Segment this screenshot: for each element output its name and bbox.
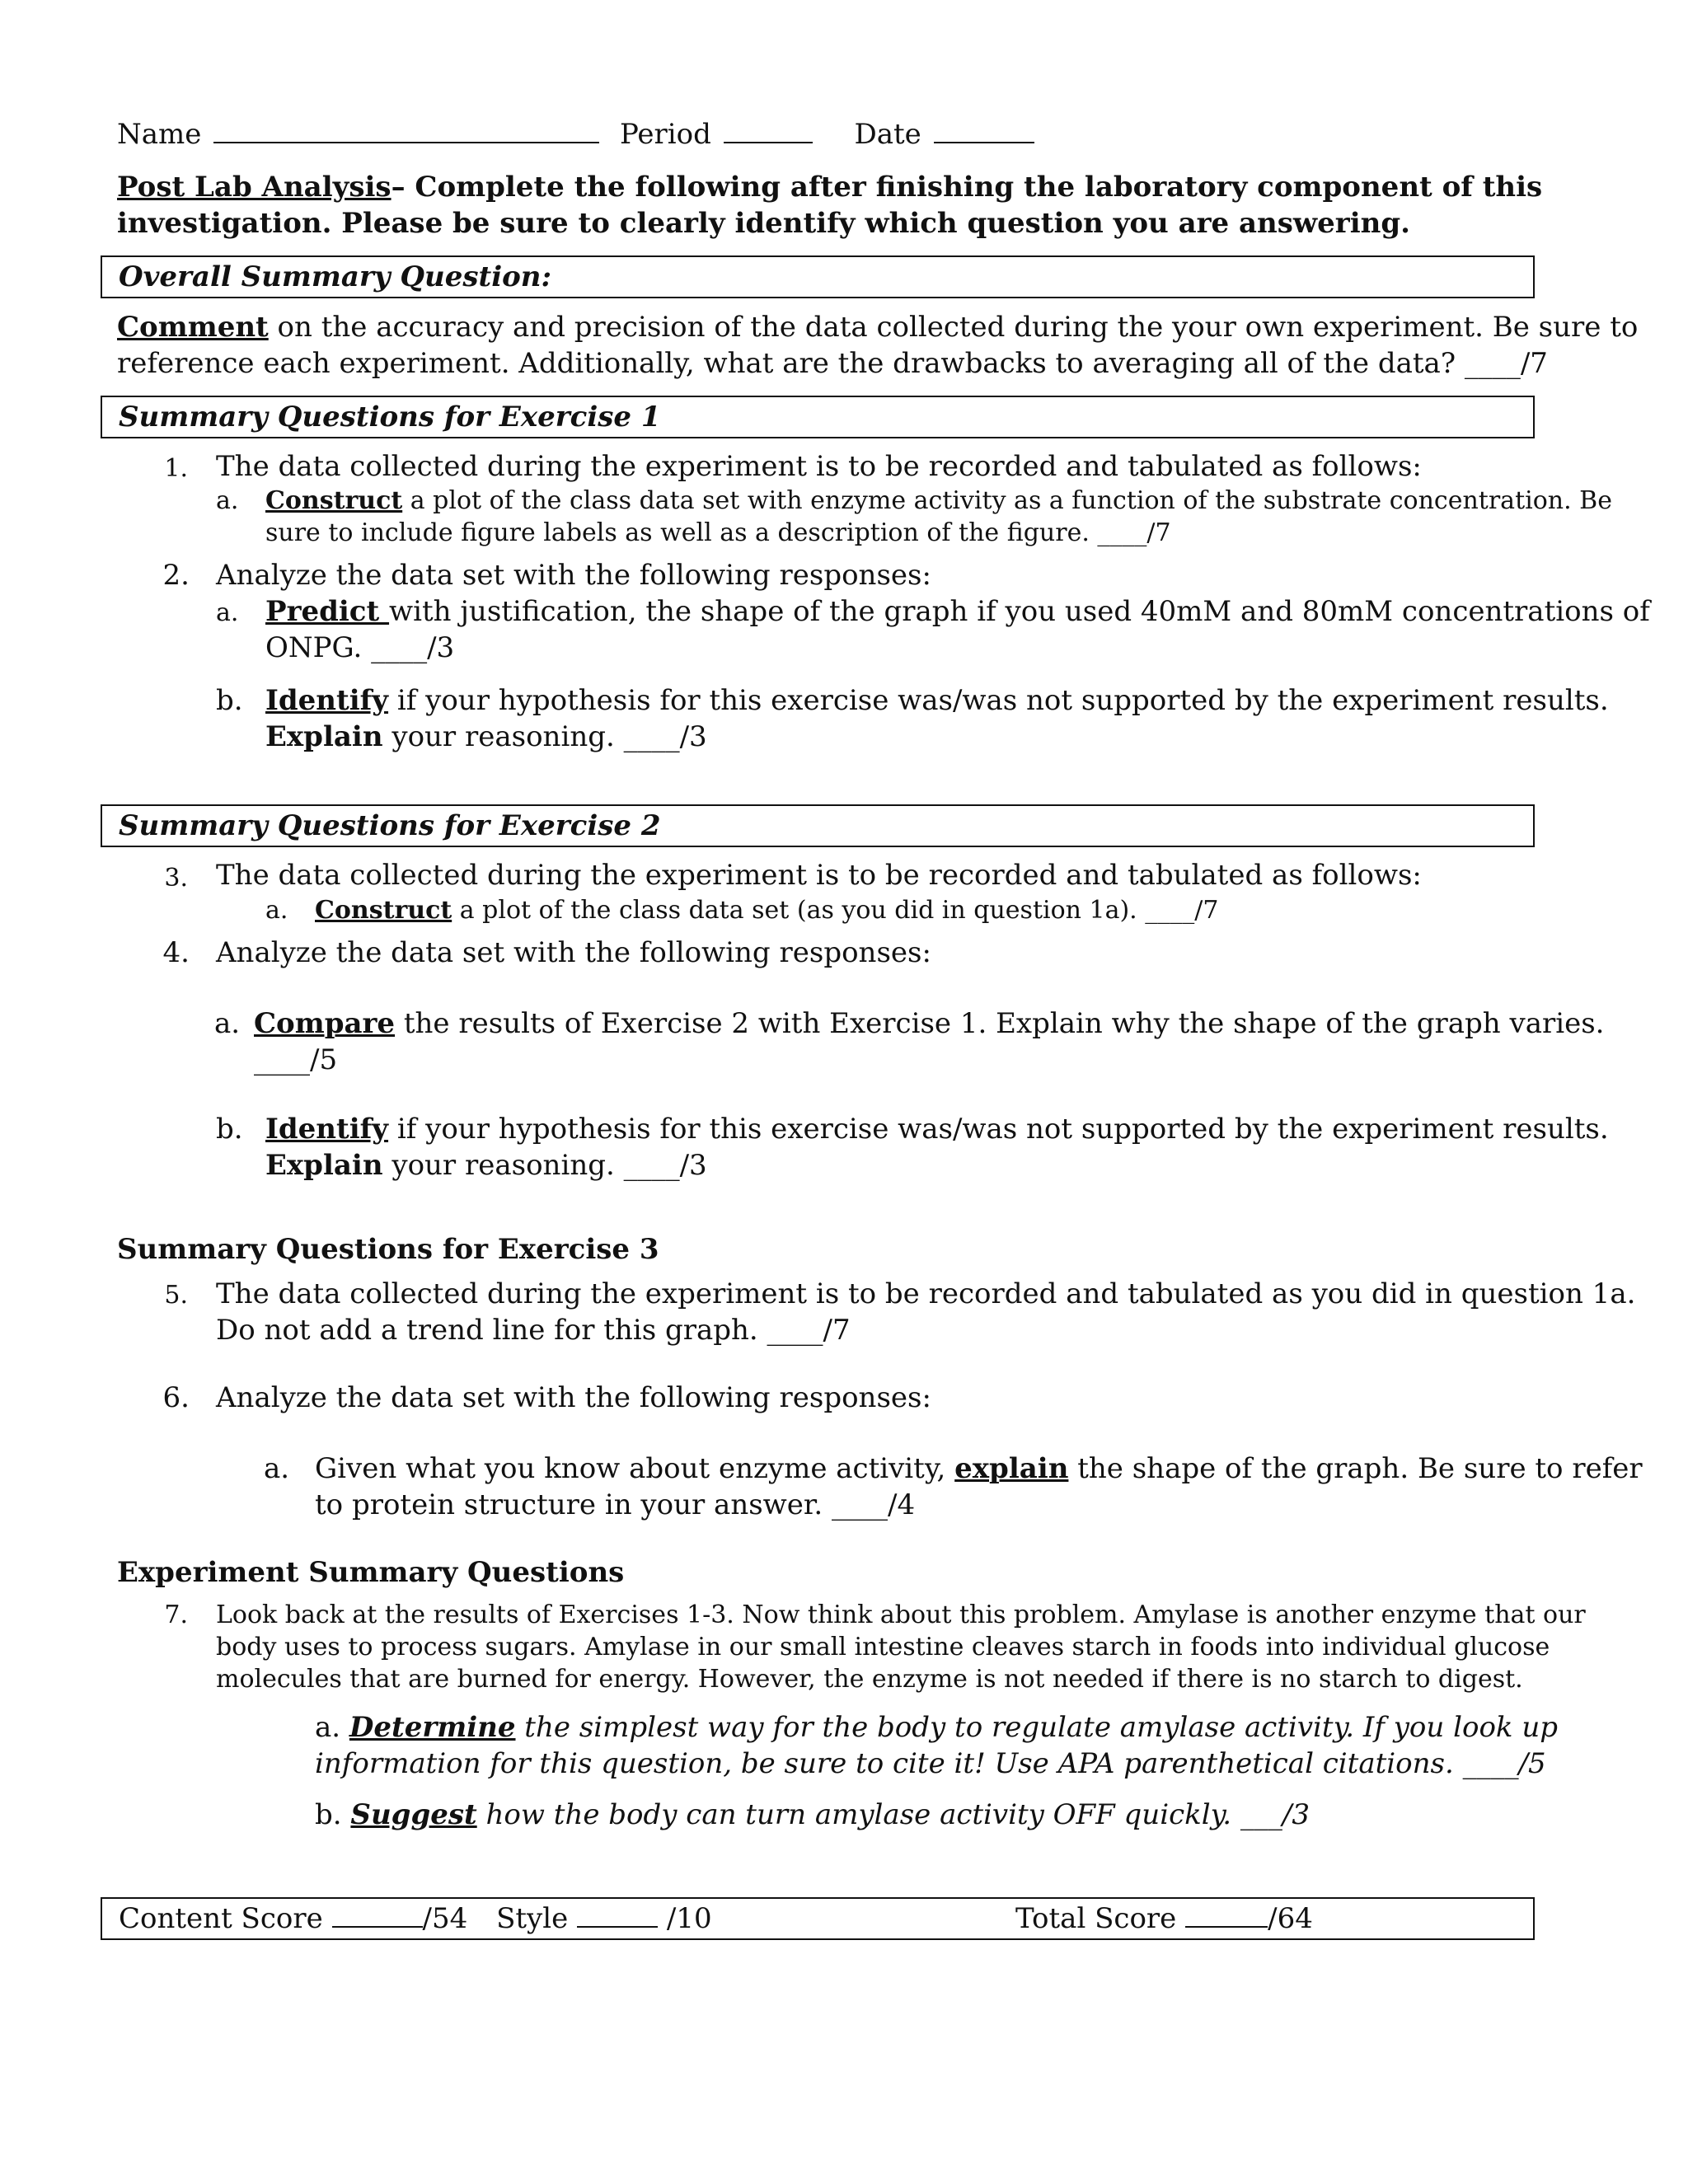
q2-number: 2. [162, 559, 190, 592]
q7b-keyword: Suggest [350, 1798, 477, 1831]
q4b-keyword: Identify [265, 1113, 389, 1146]
q7b-letter: b. [315, 1798, 351, 1831]
total-score-total: /64 [1268, 1902, 1313, 1935]
overall-keyword: Comment [117, 311, 269, 344]
q7-line1: Look back at the results of Exercises 1-3. Now think about this problem. Amylase is another enzyme that our [216, 1601, 1586, 1629]
q4a-line1-text: the results of Exercise 2 with Exercise 1. Explain why the shape of the graph varies. [395, 1007, 1605, 1040]
q7a-letter: a. [315, 1711, 349, 1744]
q2b-line2-text: your reasoning. ____/3 [382, 720, 707, 753]
q1a-keyword: Construct [265, 486, 403, 515]
intro-line2: investigation. Please be sure to clearly identify which question you are answering. [117, 207, 1410, 240]
q5-line2: Do not add a trend line for this graph. ____/7 [216, 1314, 851, 1347]
exercise1-box-title: Summary Questions for Exercise 1 [119, 401, 661, 434]
q7a-line1-text: the simplest way for the body to regulate amylase activity. If you look up [515, 1711, 1558, 1744]
period-field[interactable] [724, 117, 813, 143]
q4b-line2 [265, 1147, 707, 1183]
q2b-line1-text: if your hypothesis for this exercise was/was not supported by the experiment results. [388, 684, 1609, 717]
q6a-line1 [315, 1451, 1643, 1487]
q5-number: 5. [164, 1281, 188, 1310]
q2a-line2: ONPG. ____/3 [265, 631, 455, 664]
q3a-line [315, 894, 1218, 926]
intro-rest: – Complete the following after finishing the laboratory component of this [391, 171, 1543, 204]
q1-text: The data collected during the experiment is to be recorded and tabulated as follows: [216, 450, 1422, 483]
q2a-line1-text: with justification, the shape of the graph if you used 40mM and 80mM concentrations of [389, 595, 1650, 628]
overall-line2: reference each experiment. Additionally, what are the drawbacks to averaging all of the data? ____/7 [117, 347, 1548, 380]
date-field[interactable] [934, 117, 1034, 143]
q7-line2: body uses to process sugars. Amylase in our small intestine cleaves starch in foods into individual glucose [216, 1633, 1550, 1661]
content-score-field[interactable] [332, 1901, 423, 1928]
q3a-text: a plot of the class data set (as you did in question 1a). ____/7 [452, 896, 1219, 925]
score-right [1015, 1900, 1313, 1937]
q1a-letter: a. [216, 486, 239, 515]
q1a-line1 [265, 485, 1612, 517]
q2b-keyword2: Explain [265, 720, 383, 753]
q6-number: 6. [162, 1381, 190, 1414]
q2b-line1 [265, 682, 1609, 719]
overall-line1-text: on the accuracy and precision of the data collected during the your own experiment. Be sure to [268, 311, 1639, 344]
score-left [119, 1900, 712, 1937]
q2a-letter: a. [216, 598, 239, 627]
exercise1-box [101, 396, 1535, 438]
q5-line1: The data collected during the experiment is to be recorded and tabulated as you did in question 1a. [216, 1277, 1636, 1310]
name-field[interactable] [213, 117, 599, 143]
q7b-line [315, 1797, 1310, 1833]
q7a-keyword: Determine [349, 1711, 516, 1744]
exercise3-heading: Summary Questions for Exercise 3 [117, 1233, 659, 1266]
q7a-line2: information for this question, be sure to cite it! Use APA parenthetical citations. ____/5 [315, 1747, 1546, 1780]
period-label: Period [620, 118, 711, 151]
content-score-label: Content Score [119, 1902, 323, 1935]
q7a-line1 [315, 1709, 1558, 1746]
style-score-total: /10 [666, 1902, 712, 1935]
q4b-line1 [265, 1111, 1609, 1147]
q4a-line1 [254, 1005, 1604, 1042]
date-label: Date [854, 118, 921, 151]
overall-box-title: Overall Summary Question: [119, 260, 552, 293]
q2a-line1 [265, 593, 1650, 630]
q7-number: 7. [164, 1601, 188, 1629]
q4-number: 4. [162, 936, 190, 969]
q4-text: Analyze the data set with the following responses: [216, 936, 931, 969]
q3a-keyword: Construct [315, 896, 452, 925]
q4a-letter: a. [214, 1007, 241, 1040]
total-score-field[interactable] [1185, 1901, 1268, 1928]
style-score-field[interactable] [577, 1901, 658, 1928]
q3-number: 3. [164, 864, 188, 893]
total-score-label: Total Score [1015, 1902, 1177, 1935]
style-score-label: Style [496, 1902, 569, 1935]
overall-summary-box [101, 255, 1535, 298]
experiment-summary-heading: Experiment Summary Questions [117, 1556, 625, 1589]
q6a-line1-text: the shape of the graph. Be sure to refer [1068, 1452, 1643, 1485]
q3a-letter: a. [265, 896, 288, 925]
q2b-letter: b. [216, 684, 243, 717]
exercise2-box [101, 804, 1535, 847]
q4b-letter: b. [216, 1113, 243, 1146]
q4b-keyword2: Explain [265, 1149, 383, 1182]
q6a-letter: a. [264, 1452, 290, 1485]
q4b-line2-text: your reasoning. ____/3 [382, 1149, 707, 1182]
q7-line3: molecules that are burned for energy. However, the enzyme is not needed if there is no starch to digest. [216, 1665, 1523, 1694]
q1a-line2: sure to include figure labels as well as a description of the figure. ____/7 [265, 518, 1171, 547]
intro-line1 [117, 169, 1542, 205]
q1a-line1-text: a plot of the class data set with enzyme activity as a function of the substrate concentration. Be [402, 486, 1612, 515]
q6a-keyword: explain [954, 1452, 1069, 1485]
name-label: Name [117, 118, 202, 151]
q4b-line1-text: if your hypothesis for this exercise was/was not supported by the experiment results. [388, 1113, 1609, 1146]
q2b-line2 [265, 719, 707, 755]
overall-line1 [117, 309, 1638, 345]
q4a-line2: ____/5 [254, 1043, 338, 1076]
header-row [117, 116, 1034, 152]
exercise2-box-title: Summary Questions for Exercise 2 [119, 809, 661, 842]
q4a-keyword: Compare [254, 1007, 396, 1040]
q6a-line2: to protein structure in your answer. ____/4 [315, 1488, 916, 1521]
q3-text: The data collected during the experiment is to be recorded and tabulated as follows: [216, 859, 1422, 892]
q6a-pre: Given what you know about enzyme activity, [315, 1452, 955, 1485]
q2b-keyword: Identify [265, 684, 389, 717]
q7b-text: how the body can turn amylase activity OFF quickly. ___/3 [476, 1798, 1310, 1831]
intro-title: Post Lab Analysis [117, 171, 392, 204]
content-score-total: /54 [422, 1902, 468, 1935]
score-box [101, 1897, 1535, 1940]
q2-text: Analyze the data set with the following responses: [216, 559, 931, 592]
q6-text: Analyze the data set with the following responses: [216, 1381, 931, 1414]
q1-number: 1. [164, 454, 188, 483]
q2a-keyword: Predict [265, 595, 390, 628]
